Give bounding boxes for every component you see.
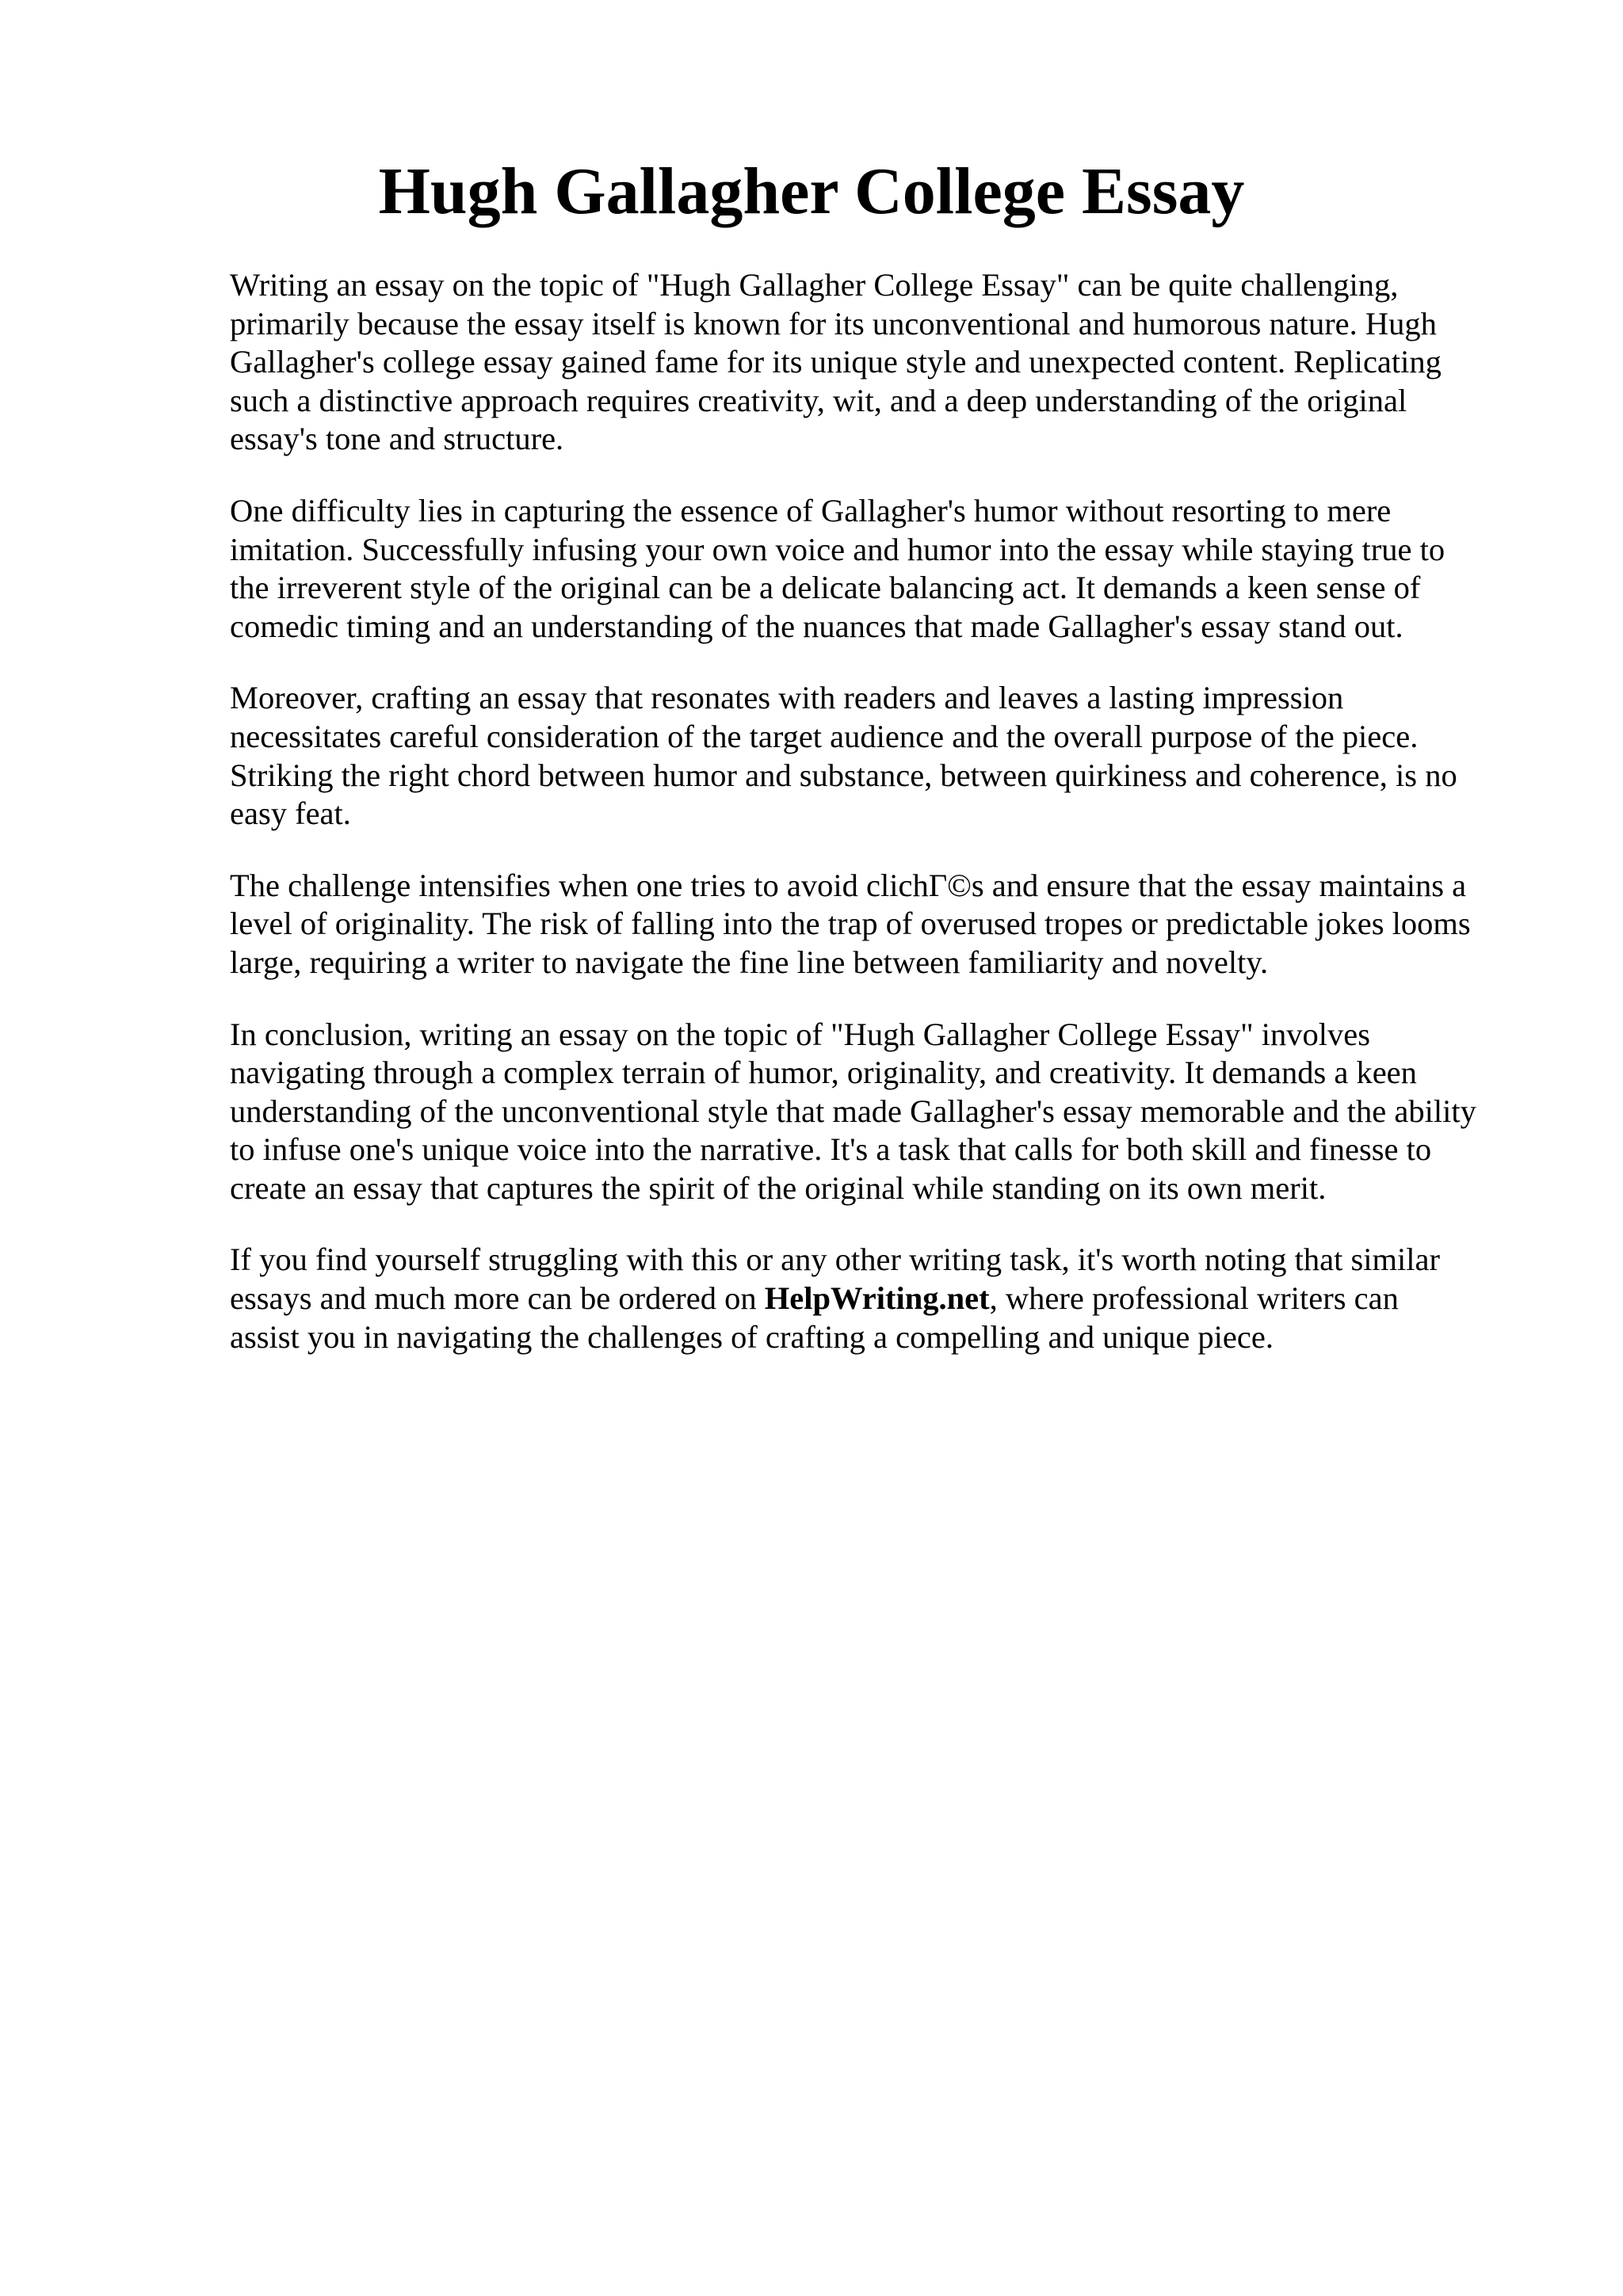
text-fragment: , where professional writers can	[989, 1280, 1399, 1317]
text-line: imitation. Successfully infusing your own voice and humor into the essay while staying true to	[230, 531, 1445, 567]
text-line	[230, 1280, 1514, 1318]
document-title: Hugh Gallagher College Essay	[378, 154, 1245, 228]
text-line: navigating through a complex terrain of humor, originality, and creativity. It demands a keen	[230, 1055, 1417, 1091]
text-line: understanding of the unconventional style that made Gallagher's essay memorable and the ability	[230, 1093, 1476, 1129]
text-line: easy feat.	[230, 795, 351, 832]
text-line: such a distinctive approach requires creativity, wit, and a deep understanding of the original	[230, 382, 1407, 418]
text-line: In conclusion, writing an essay on the topic of "Hugh Gallagher College Essay" involves	[230, 1016, 1371, 1052]
text-line: large, requiring a writer to navigate the fine line between familiarity and novelty.	[230, 944, 1269, 980]
text-line: level of originality. The risk of falling into the trap of overused tropes or predictable jokes looms	[230, 906, 1471, 942]
paragraph-4	[230, 867, 1514, 982]
paragraph-6	[230, 1241, 1514, 1356]
text-line: Moreover, crafting an essay that resonates with readers and leaves a lasting impression	[230, 680, 1344, 716]
text-line: If you find yourself struggling with this or any other writing task, it's worth noting that similar	[230, 1241, 1440, 1278]
paragraph-1	[230, 266, 1514, 459]
text-line: comedic timing and an understanding of the nuances that made Gallagher's essay stand out.	[230, 608, 1403, 644]
text-line: create an essay that captures the spirit of the original while standing on its own merit.	[230, 1169, 1327, 1206]
text-line: Striking the right chord between humor and substance, between quirkiness and coherence, is no	[230, 757, 1457, 793]
text-line: Gallagher's college essay gained fame for its unique style and unexpected content. Replicating	[230, 344, 1442, 380]
paragraph-5	[230, 1016, 1514, 1208]
text-line: to infuse one's unique voice into the narrative. It's a task that calls for both skill and finesse to	[230, 1131, 1432, 1168]
paragraph-3	[230, 679, 1514, 833]
text-line: The challenge intensifies when one tries to avoid clichГ©s and ensure that the essay maintains a	[230, 867, 1467, 903]
document-body	[230, 266, 1514, 1390]
brand-name-helpwriting: HelpWriting.net	[764, 1280, 990, 1317]
text-line: Writing an essay on the topic of "Hugh Gallagher College Essay" can be quite challenging,	[230, 267, 1399, 303]
paragraph-2	[230, 492, 1514, 646]
text-line: essay's tone and structure.	[230, 421, 564, 457]
text-line: the irreverent style of the original can be a delicate balancing act. It demands a keen sense of	[230, 570, 1421, 606]
text-line: assist you in navigating the challenges of crafting a compelling and unique piece.	[230, 1318, 1274, 1355]
text-line: primarily because the essay itself is known for its unconventional and humorous nature. Hugh	[230, 305, 1437, 341]
text-fragment: essays and much more can be ordered on	[230, 1280, 765, 1317]
text-line: One difficulty lies in capturing the essence of Gallagher's humor without resorting to mere	[230, 492, 1392, 528]
text-line: necessitates careful consideration of the target audience and the overall purpose of the piece.	[230, 718, 1419, 754]
